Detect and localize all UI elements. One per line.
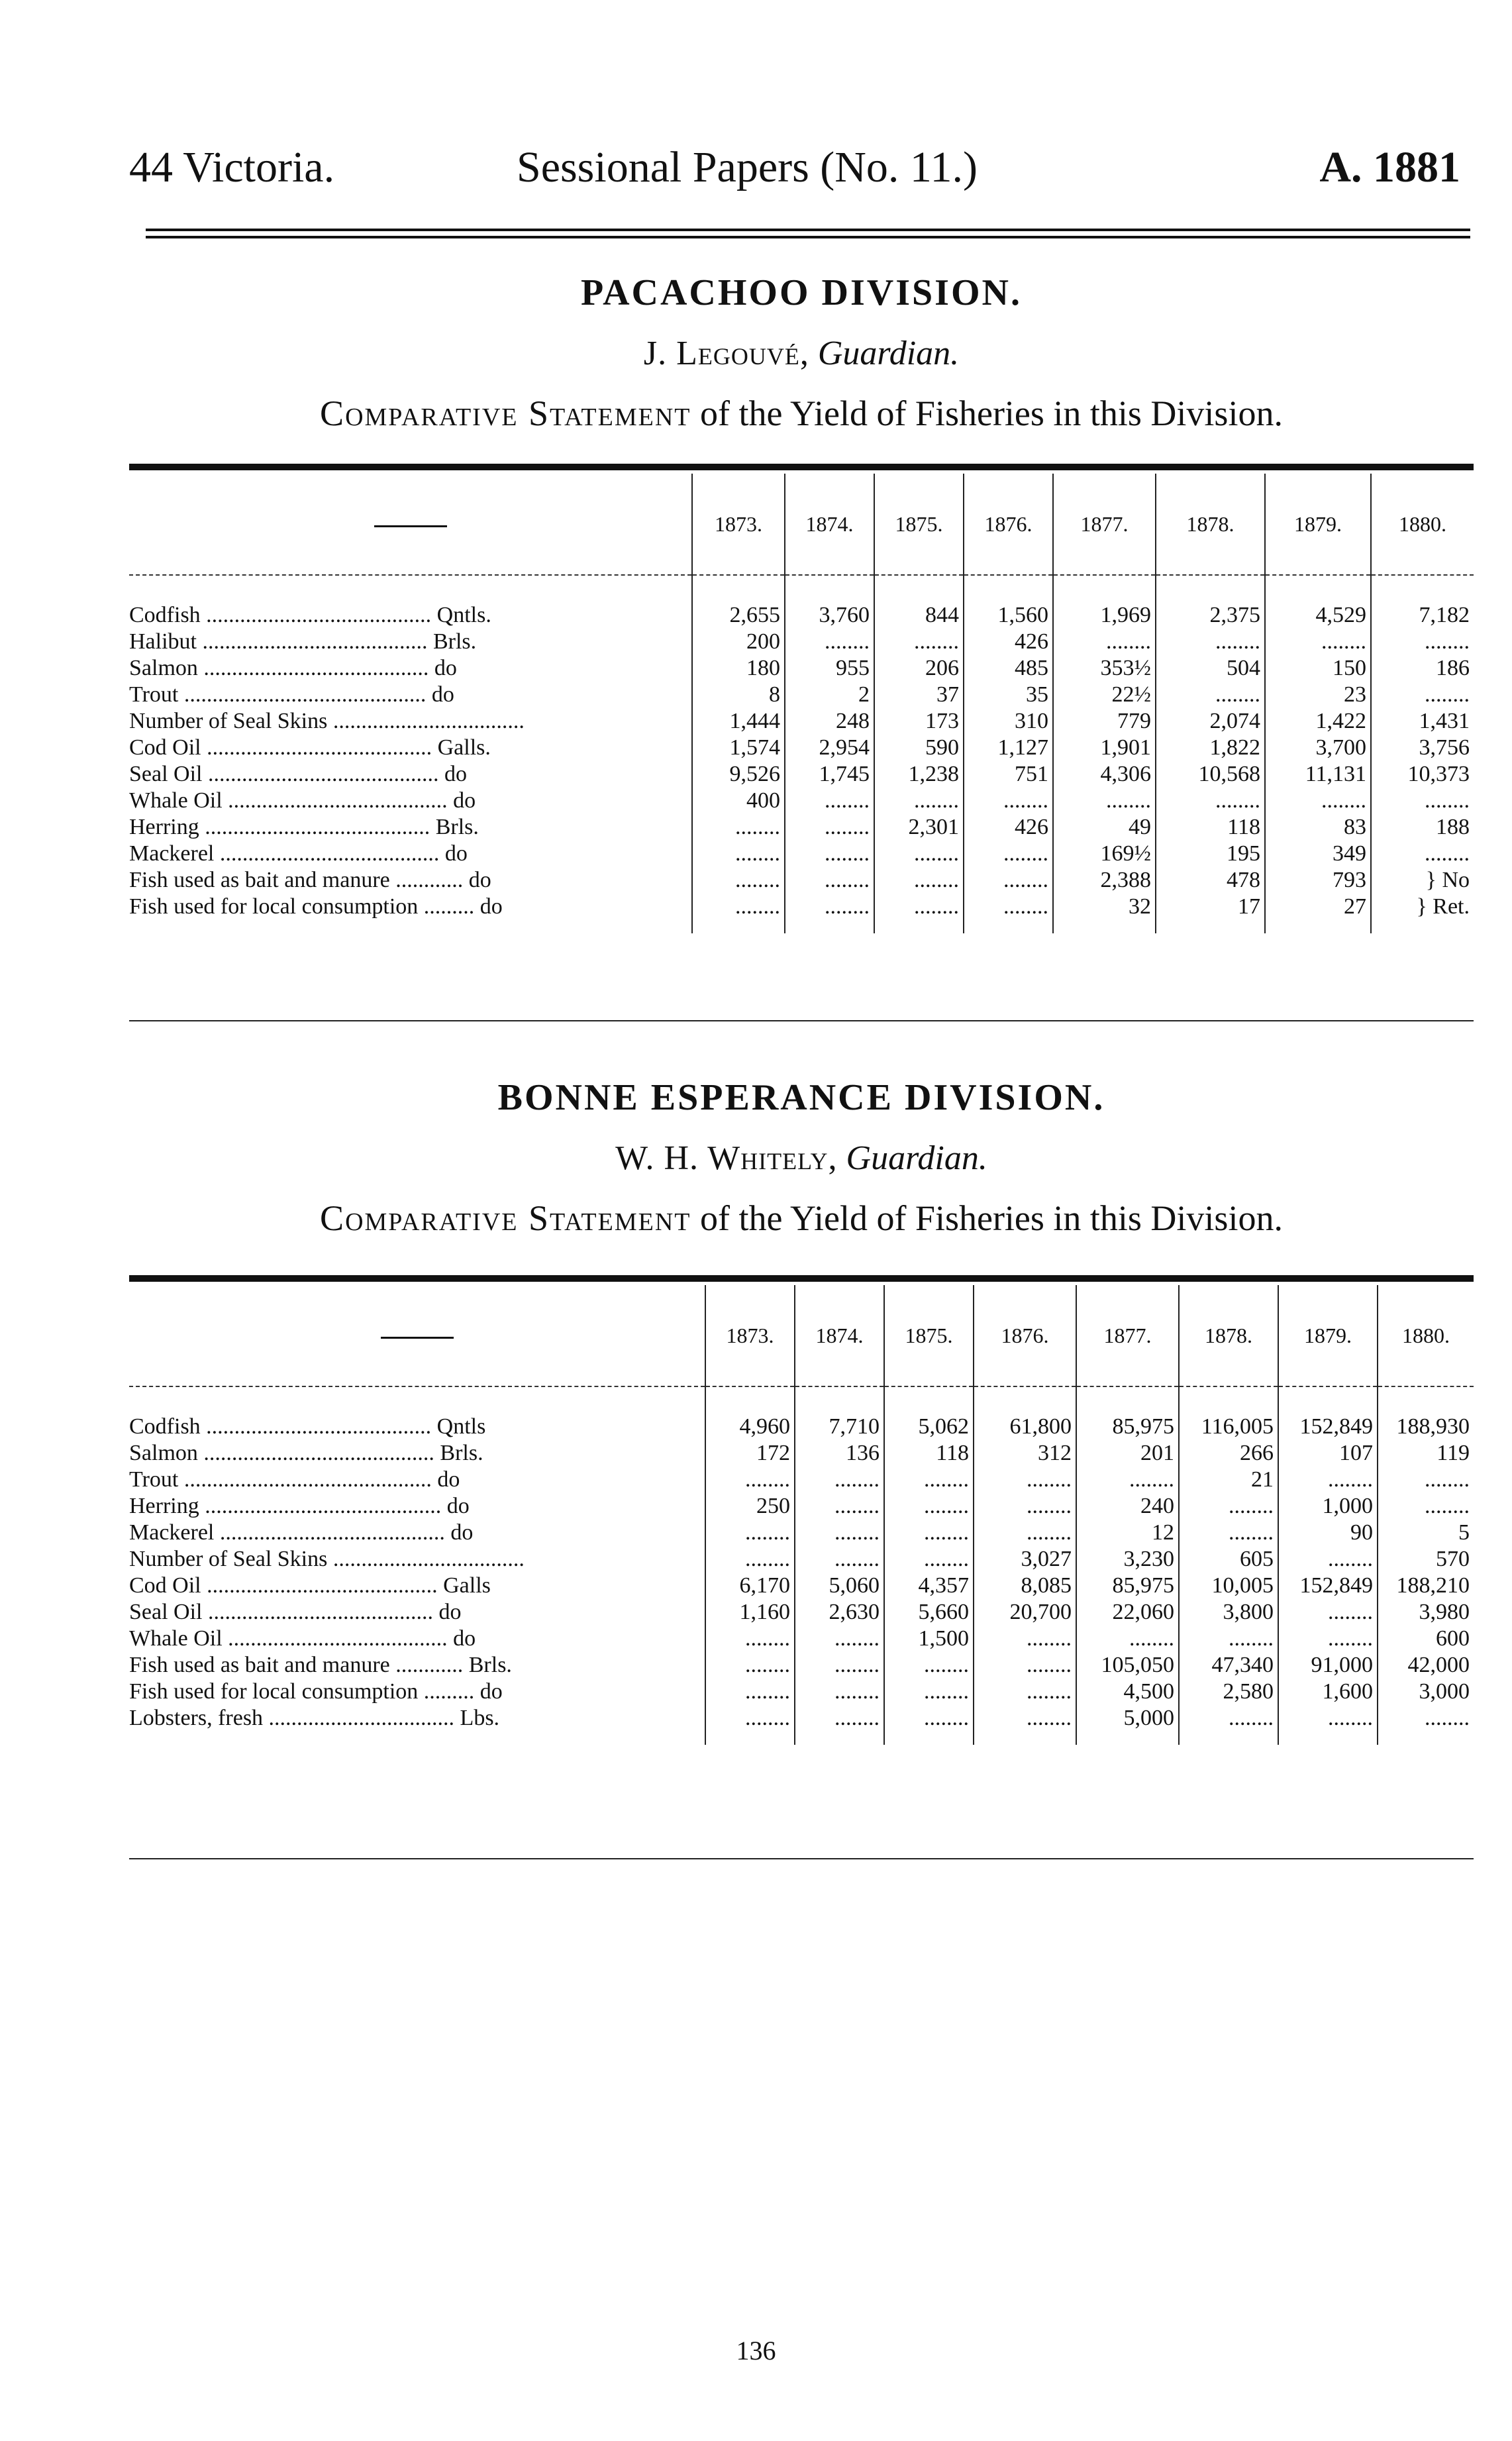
cell-value: 5,062 [884,1386,974,1440]
cell-value: 2,074 [1156,708,1265,735]
cell-value: 3,027 [974,1546,1076,1573]
col-header: 1878. [1156,474,1265,575]
bonne-top-rule [129,1275,1474,1282]
col-header: 1873. [705,1285,795,1386]
cell-value: 1,444 [692,708,785,735]
cell-value: 10,005 [1179,1573,1278,1599]
table-row [129,1599,1474,1626]
table-row [129,1652,1474,1679]
cell-value: 21 [1179,1467,1278,1493]
cell-value: 5,000 [1076,1705,1179,1745]
row-label: Herring .......................................... do [129,1494,470,1518]
cell-value: 1,127 [964,735,1053,761]
bonne-title: BONNE ESPERANCE DIVISION. [497,1077,1105,1118]
cell-value: 1,822 [1156,735,1265,761]
cell-value: ........ [705,1652,795,1679]
col-header: 1876. [974,1285,1076,1386]
cell-value: 1,969 [1053,575,1156,629]
cell-value: 35 [964,682,1053,708]
cell-value: 5,060 [795,1573,884,1599]
cell-value: ........ [974,1679,1076,1705]
cell-value: 2 [785,682,874,708]
cell-value: ........ [884,1520,974,1546]
cell-value: 11,131 [1265,761,1371,788]
cell-value: 6,170 [705,1573,795,1599]
bonne-guardian [129,1139,1474,1178]
cell-value: ........ [705,1467,795,1493]
cell-value: ........ [1076,1467,1179,1493]
cell-value: ........ [785,629,874,655]
table-row [129,1546,1474,1573]
bonne-caption-rest: of the Yield of Fisheries in this Division. [700,1198,1283,1238]
table-row [129,867,1474,894]
cell-value: ........ [1265,788,1371,814]
col-header: 1880. [1371,474,1474,575]
cell-value: 266 [1179,1440,1278,1467]
cell-value: ........ [692,841,785,867]
cell-value: 600 [1378,1626,1474,1652]
cell-value: 1,238 [874,761,964,788]
cell-value: ........ [795,1652,884,1679]
cell-value: 91,000 [1278,1652,1378,1679]
cell-value: 118 [884,1440,974,1467]
cell-value: 2,388 [1053,867,1156,894]
running-header [129,142,1460,209]
cell-value: 195 [1156,841,1265,867]
cell-value: 116,005 [1179,1386,1278,1440]
cell-value: 590 [874,735,964,761]
cell-value: ........ [1179,1626,1278,1652]
cell-value: 5,660 [884,1599,974,1626]
cell-value: 61,800 [974,1386,1076,1440]
cell-value: ........ [884,1679,974,1705]
cell-value: 240 [1076,1493,1179,1520]
cell-value: 152,849 [1278,1386,1378,1440]
bonne-bottom-rule [129,1858,1474,1859]
cell-value: ........ [1156,788,1265,814]
table-row [129,735,1474,761]
cell-value: 1,600 [1278,1679,1378,1705]
header-title: Sessional Papers (No. 11.) [517,143,978,191]
cell-value: ........ [785,867,874,894]
row-label: Fish used as bait and manure ............ Brls. [129,1653,512,1677]
cell-value: ........ [974,1652,1076,1679]
cell-value: ........ [884,1467,974,1493]
pacachoo-guardian-role: Guardian. [817,335,960,372]
cell-value: ........ [795,1520,884,1546]
table-row [129,761,1474,788]
cell-value: 1,500 [884,1626,974,1652]
cell-value: 4,500 [1076,1679,1179,1705]
cell-value: ........ [795,1467,884,1493]
cell-value: ........ [1378,1493,1474,1520]
row-label: Trout ........................................... do [129,682,454,707]
cell-value: 27 [1265,894,1371,933]
row-label: Whale Oil ....................................... do [129,1626,476,1651]
cell-value: ........ [1371,841,1474,867]
row-label: Mackerel ....................................... do [129,841,468,866]
cell-value: 85,975 [1076,1386,1179,1440]
cell-value: 400 [692,788,785,814]
cell-value: 312 [974,1440,1076,1467]
cell-value: ........ [785,788,874,814]
cell-value: 478 [1156,867,1265,894]
cell-value: 2,655 [692,575,785,629]
cell-value: 188,930 [1378,1386,1474,1440]
cell-value: 504 [1156,655,1265,682]
cell-value: ........ [1378,1705,1474,1745]
col-header: 1877. [1053,474,1156,575]
row-label: Codfish ........................................ Qntls [129,1414,486,1439]
cell-value: 22,060 [1076,1599,1179,1626]
table-row [129,1705,1474,1745]
col-header: 1878. [1179,1285,1278,1386]
cell-value: ........ [1278,1705,1378,1745]
cell-value: ........ [964,788,1053,814]
cell-value: 7,182 [1371,575,1474,629]
table-row [129,1440,1474,1467]
table-row [129,841,1474,867]
cell-value: ........ [1278,1599,1378,1626]
cell-value: ........ [1371,788,1474,814]
cell-value: 22½ [1053,682,1156,708]
cell-value: ........ [1053,788,1156,814]
pacachoo-header-row [129,474,1474,575]
row-label: Mackerel ........................................ do [129,1520,474,1545]
cell-value: ........ [795,1679,884,1705]
bonne-label-header [129,1285,705,1386]
cell-value: 105,050 [1076,1652,1179,1679]
table-row [129,1520,1474,1546]
cell-value: 426 [964,814,1053,841]
cell-value: 4,960 [705,1386,795,1440]
cell-value: ........ [874,788,964,814]
cell-value: ........ [1053,629,1156,655]
cell-value: 2,301 [874,814,964,841]
row-label: Cod Oil ........................................ Galls. [129,735,491,760]
cell-value: 1,560 [964,575,1053,629]
bonne-caption [129,1198,1474,1239]
bonne-section [129,1076,1474,1871]
table-row [129,1467,1474,1493]
cell-value: ........ [974,1626,1076,1652]
cell-value: ........ [1265,629,1371,655]
cell-value: 8 [692,682,785,708]
cell-value: } Ret. [1371,894,1474,933]
cell-value: 119 [1378,1440,1474,1467]
bonne-guardian-name: W. H. Whitely, [615,1139,838,1177]
cell-value: ........ [1371,682,1474,708]
cell-value: 2,580 [1179,1679,1278,1705]
cell-value: 10,373 [1371,761,1474,788]
pacachoo-table [129,474,1474,933]
pacachoo-bottom-rule [129,1020,1474,1021]
cell-value: 2,630 [795,1599,884,1626]
col-header: 1879. [1278,1285,1378,1386]
cell-value: ........ [692,867,785,894]
header-rule-2 [146,236,1470,238]
row-label: Number of Seal Skins .................................. [129,709,525,733]
cell-value: 200 [692,629,785,655]
cell-value: ........ [884,1493,974,1520]
pacachoo-section [129,272,1474,1033]
row-label: Codfish ........................................ Qntls. [129,603,491,627]
cell-value: ........ [1179,1705,1278,1745]
pacachoo-caption [129,393,1474,434]
cell-value: 1,574 [692,735,785,761]
cell-value: 353½ [1053,655,1156,682]
cell-value: 169½ [1053,841,1156,867]
col-header: 1877. [1076,1285,1179,1386]
cell-value: 310 [964,708,1053,735]
row-label: Whale Oil ....................................... do [129,788,476,813]
cell-value: ........ [874,841,964,867]
cell-value: ........ [785,814,874,841]
row-label: Fish used as bait and manure ............ do [129,868,491,892]
cell-value: 206 [874,655,964,682]
cell-value: ........ [884,1546,974,1573]
cell-value: 485 [964,655,1053,682]
cell-value: ........ [874,894,964,933]
cell-value: 4,357 [884,1573,974,1599]
col-header: 1875. [874,474,964,575]
cell-value: 2,954 [785,735,874,761]
cell-value: 188 [1371,814,1474,841]
col-header: 1875. [884,1285,974,1386]
cell-value: } No [1371,867,1474,894]
header-rule [146,229,1470,231]
cell-value: 1,000 [1278,1493,1378,1520]
pacachoo-title: PACACHOO DIVISION. [581,272,1022,313]
cell-value: ........ [705,1546,795,1573]
cell-value: ........ [874,867,964,894]
pacachoo-guardian-name: J. Legouvé, [643,335,809,372]
cell-value: ........ [705,1520,795,1546]
table-row [129,894,1474,933]
cell-value: ........ [1278,1467,1378,1493]
cell-value: 17 [1156,894,1265,933]
table-row [129,788,1474,814]
cell-value: 844 [874,575,964,629]
cell-value: 248 [785,708,874,735]
cell-value: ........ [705,1705,795,1745]
cell-value: 188,210 [1378,1573,1474,1599]
cell-value: 5 [1378,1520,1474,1546]
cell-value: 7,710 [795,1386,884,1440]
cell-value: 250 [705,1493,795,1520]
cell-value: 4,529 [1265,575,1371,629]
cell-value: ........ [964,867,1053,894]
row-label: Herring ........................................ Brls. [129,815,479,839]
cell-value: 10,568 [1156,761,1265,788]
cell-value: 779 [1053,708,1156,735]
cell-value: 172 [705,1440,795,1467]
row-label: Salmon ......................................... Brls. [129,1441,483,1465]
cell-value: 201 [1076,1440,1179,1467]
cell-value: ........ [1378,1467,1474,1493]
cell-value: 1,422 [1265,708,1371,735]
dash-mark [374,525,447,527]
cell-value: 3,700 [1265,735,1371,761]
row-label: Lobsters, fresh ................................. Lbs. [129,1706,500,1730]
cell-value: ........ [705,1679,795,1705]
cell-value: 793 [1265,867,1371,894]
cell-value: 186 [1371,655,1474,682]
row-label: Trout ............................................ do [129,1467,460,1492]
bonne-header-row [129,1285,1474,1386]
table-row [129,575,1474,629]
cell-value: 955 [785,655,874,682]
cell-value: 37 [874,682,964,708]
row-label: Number of Seal Skins .................................. [129,1547,525,1571]
cell-value: 136 [795,1440,884,1467]
cell-value: ........ [795,1705,884,1745]
row-label: Seal Oil ........................................ do [129,1600,462,1624]
header-volume: 44 Victoria. [129,143,335,191]
bonne-guardian-role: Guardian. [846,1139,987,1177]
cell-value: 107 [1278,1440,1378,1467]
cell-value: ........ [884,1652,974,1679]
pacachoo-top-rule [129,464,1474,470]
header-year: A. 1881 [1319,143,1460,191]
cell-value: 49 [1053,814,1156,841]
dash-mark [381,1337,454,1339]
cell-value: 1,431 [1371,708,1474,735]
cell-value: ........ [964,894,1053,933]
cell-value: 3,980 [1378,1599,1474,1626]
cell-value: 3,756 [1371,735,1474,761]
cell-value: ........ [974,1520,1076,1546]
pacachoo-caption-rest: of the Yield of Fisheries in this Division. [700,393,1283,433]
col-header: 1879. [1265,474,1371,575]
cell-value: 42,000 [1378,1652,1474,1679]
table-row [129,682,1474,708]
cell-value: ........ [1156,629,1265,655]
cell-value: 570 [1378,1546,1474,1573]
table-row [129,1493,1474,1520]
cell-value: 751 [964,761,1053,788]
cell-value: 2,375 [1156,575,1265,629]
cell-value: 85,975 [1076,1573,1179,1599]
cell-value: 4,306 [1053,761,1156,788]
cell-value: ........ [1371,629,1474,655]
col-header: 1874. [795,1285,884,1386]
row-label: Fish used for local consumption ......... do [129,1679,503,1704]
cell-value: 47,340 [1179,1652,1278,1679]
cell-value: ........ [884,1705,974,1745]
row-label: Seal Oil ......................................... do [129,762,467,786]
cell-value: ........ [705,1626,795,1652]
cell-value: 3,000 [1378,1679,1474,1705]
table-row [129,1626,1474,1652]
cell-value: ........ [795,1493,884,1520]
cell-value: 20,700 [974,1599,1076,1626]
cell-value: ........ [795,1626,884,1652]
cell-value: ........ [1278,1626,1378,1652]
cell-value: 150 [1265,655,1371,682]
cell-value: 3,800 [1179,1599,1278,1626]
cell-value: ........ [785,841,874,867]
bonne-table [129,1285,1474,1745]
cell-value: 23 [1265,682,1371,708]
cell-value: 1,745 [785,761,874,788]
table-row [129,1386,1474,1440]
cell-value: 3,230 [1076,1546,1179,1573]
cell-value: ........ [1076,1626,1179,1652]
cell-value: 8,085 [974,1573,1076,1599]
table-row [129,655,1474,682]
cell-value: 152,849 [1278,1573,1378,1599]
cell-value: 9,526 [692,761,785,788]
col-header: 1876. [964,474,1053,575]
cell-value: ........ [974,1467,1076,1493]
page-number: 136 [736,2336,776,2365]
cell-value: 1,160 [705,1599,795,1626]
row-label: Fish used for local consumption ......... do [129,894,503,919]
row-label: Salmon ........................................ do [129,656,457,680]
cell-value: 1,901 [1053,735,1156,761]
cell-value: 90 [1278,1520,1378,1546]
table-row [129,629,1474,655]
cell-value: ........ [874,629,964,655]
cell-value: 349 [1265,841,1371,867]
cell-value: ........ [692,814,785,841]
cell-value: 180 [692,655,785,682]
cell-value: 83 [1265,814,1371,841]
table-row [129,814,1474,841]
cell-value: 12 [1076,1520,1179,1546]
pacachoo-caption-lead: Comparative Statement [320,393,691,433]
cell-value: ........ [1179,1520,1278,1546]
table-row [129,1679,1474,1705]
cell-value: 3,760 [785,575,874,629]
row-label: Halibut ........................................ Brls. [129,629,477,654]
row-label: Cod Oil ......................................... Galls [129,1573,491,1598]
cell-value: ........ [964,841,1053,867]
cell-value: 605 [1179,1546,1278,1573]
cell-value: ........ [1156,682,1265,708]
pacachoo-guardian [129,334,1474,373]
col-header: 1874. [785,474,874,575]
cell-value: ........ [795,1546,884,1573]
col-header: 1873. [692,474,785,575]
cell-value: 118 [1156,814,1265,841]
cell-value: ........ [974,1493,1076,1520]
cell-value: 32 [1053,894,1156,933]
table-row [129,708,1474,735]
cell-value: 173 [874,708,964,735]
cell-value: ........ [785,894,874,933]
cell-value: ........ [974,1705,1076,1745]
cell-value: 426 [964,629,1053,655]
bonne-caption-lead: Comparative Statement [320,1198,691,1238]
table-row [129,1573,1474,1599]
pacachoo-label-header [129,474,692,575]
col-header: 1880. [1378,1285,1474,1386]
cell-value: ........ [692,894,785,933]
cell-value: ........ [1278,1546,1378,1573]
cell-value: ........ [1179,1493,1278,1520]
